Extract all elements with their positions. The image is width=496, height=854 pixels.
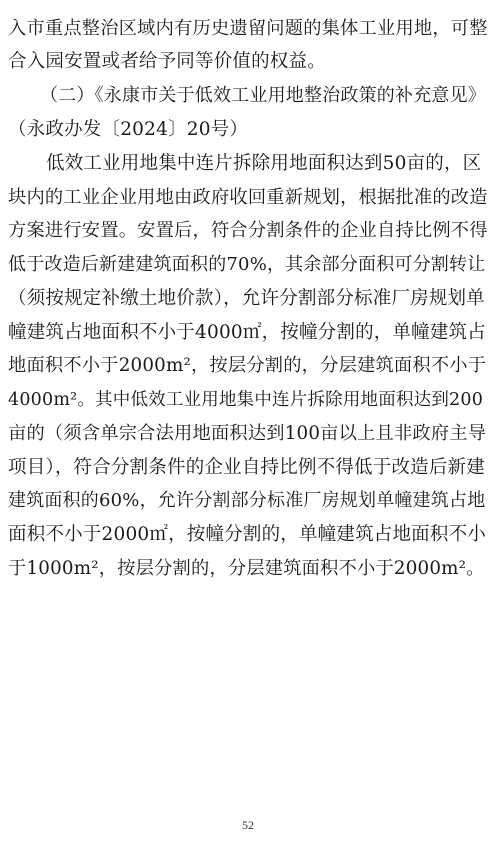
paragraph-line: 块内的工业企业用地由政府收回重新规划，根据批准的改造 (8, 187, 488, 208)
paragraph-line: 低于改造后新建建筑面积的70%，其余部分面积可分割转让 (8, 254, 486, 275)
page-number: 52 (242, 818, 254, 832)
paragraph-line: 低效工业用地集中连片拆除用地面积达到50亩的，区 (46, 153, 482, 174)
paragraph-line: 方案进行安置。安置后，符合分割条件的企业自持比例不得 (8, 220, 488, 241)
section-heading: （二）《永康市关于低效工业用地整治政策的补充意见》 (40, 85, 486, 106)
document-reference: （永政办发〔2024〕20号） (8, 119, 249, 140)
paragraph-line: 建筑面积的60%，允许分割部分标准厂房规划单幢建筑占地 (8, 490, 486, 511)
paragraph-line: 4000m²。其中低效工业用地集中连片拆除用地面积达到200 (8, 390, 484, 410)
paragraph-line: 于1000m²，按层分割的，分层建筑面积不小于2000m²。 (8, 558, 485, 579)
paragraph-line: （须按规定补缴土地价款），允许分割部分标准厂房规划单 (8, 288, 485, 309)
paragraph-line: 项目），符合分割条件的企业自持比例不得低于改造后新建 (8, 457, 485, 478)
paragraph-line: 入市重点整治区域内有历史遗留问题的集体工业用地，可整 (8, 18, 488, 39)
paragraph-line: 面积不小于2000㎡，按幢分割的，单幢建筑占地面积不小 (8, 524, 486, 545)
paragraph-line: 地面积不小于2000m²，按层分割的，分层建筑面积不小于 (8, 355, 487, 376)
paragraph-line: 幢建筑占地面积不小于4000㎡，按幢分割的，单幢建筑占 (8, 322, 486, 343)
paragraph-line: 合入园安置或者给予同等价值的权益。 (8, 51, 326, 72)
paragraph-line: 亩的（须含单宗合法用地面积达到100亩以上且非政府主导 (8, 423, 487, 444)
